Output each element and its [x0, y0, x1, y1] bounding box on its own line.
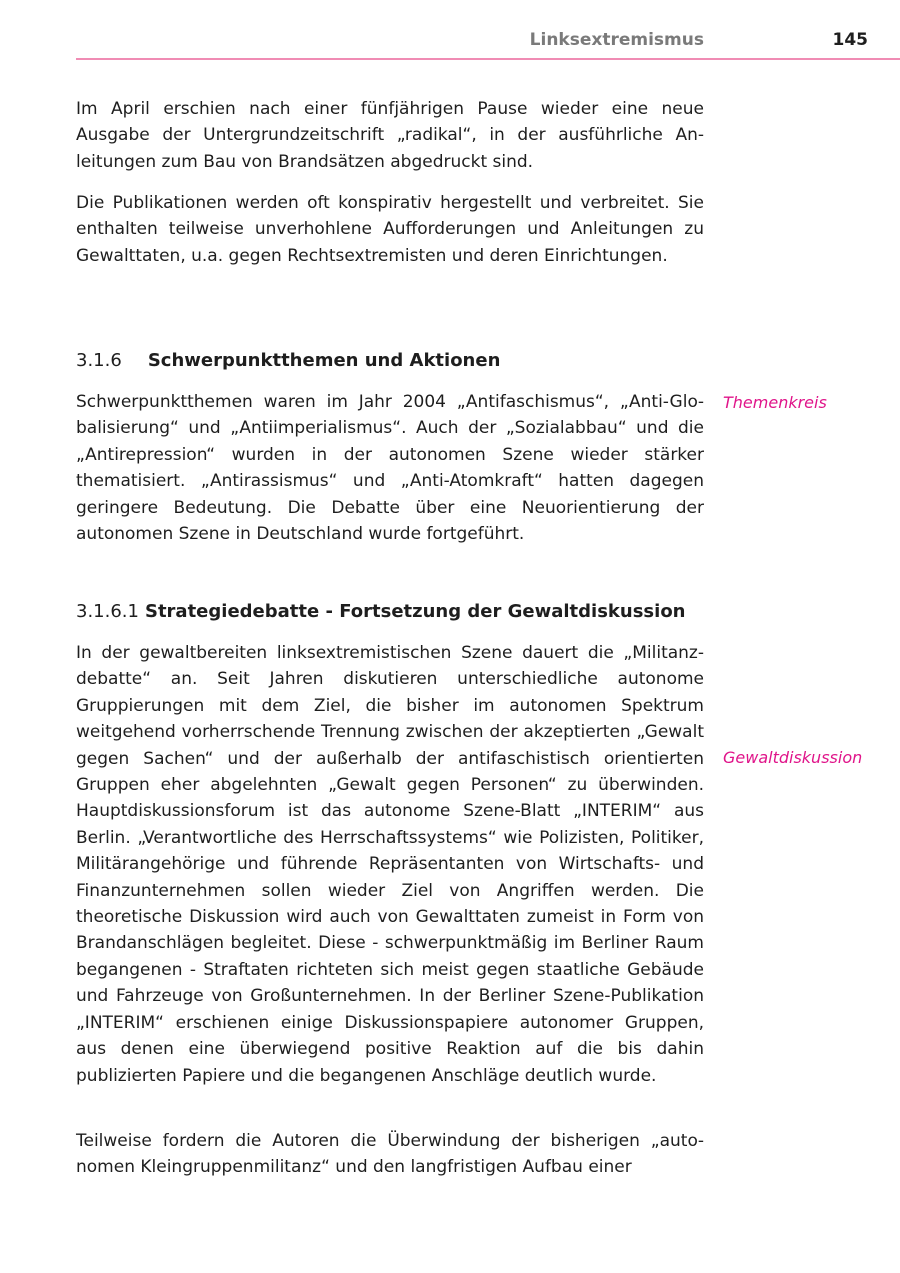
page-number: 145 [832, 30, 868, 50]
page-header [76, 28, 900, 60]
subsection-title: Strategiedebatte - Fortsetzung der Gewaltdiskussion [144, 601, 686, 622]
margin-note-themenkreis: Themenkreis [723, 393, 827, 412]
subsection-number: 3.1.6.1 [76, 601, 139, 622]
paragraph-publikationen: Die Publikationen werden oft konspirativ hergestellt und verbreitet. Sie enthalten teilweise unverhohlene Aufforderungen und Anleitungen zu Gewalttaten, u.a. gegen Rechtsextremisten und deren Einrichtungen. [76, 193, 704, 266]
section-number: 3.1.6 [76, 350, 122, 371]
margin-note-gewaltdiskussion: Gewaltdiskussion [723, 748, 863, 767]
paragraph-militanzdebatte: In der gewaltbereiten linksextremistischen Szene dauert die „Militanzdebatte“ an. Seit Jahren diskutieren unterschiedliche autonome Gruppierungen mit dem Ziel, die bisher im autonomen Spektrum weitgehend vorherrschende Trennung zwischen der akzeptierten „Gewalt gegen Sachen“ und der außerhalb der antifaschistisch orientierten Gruppen eher abgelehnten „Gewalt gegen Personen“ zu überwinden. Hauptdiskussionsforum ist das autonome Szene-Blatt „INTERIM“ aus Berlin. „Verantwortliche des Herrschaftssystems“ wie Polizisten, Politiker, Militärangehörige und führende Repräsentanten von Wirtschafts- und Finanzunternehmen sollen wieder Ziel von Angriffen werden. Die theoretische Diskussion wird auch von Gewalttaten zumeist in Form von Brandanschlägen begleitet. Diese - schwerpunktmäßig im Berliner Raum begangenen - Straftaten richteten sich meist gegen staatliche Gebäude und Fahrzeuge von Großunternehmen. In der Berliner Szene-Publikation „INTERIM“ erschienen einige Diskussionspapiere autonomer Gruppen, aus denen eine überwiegend positive Reaktion auf die bis dahin publizierten Papiere und die begangenen Anschläge deutlich wurde. [76, 643, 704, 1086]
section-title: Schwerpunktthemen und Aktionen [147, 350, 501, 371]
section-heading-3-1-6 [76, 349, 756, 373]
section-heading-3-1-6-1 [76, 600, 756, 624]
paragraph-kleingruppenmilitanz: Teilweise fordern die Autoren die Überwindung der bisherigen „autonomen Kleingruppenmilitanz“ und den langfristigen Aufbau einer [76, 1131, 704, 1178]
running-header-title: Linksextremismus [529, 30, 704, 50]
paragraph-radikal: Im April erschien nach einer fünfjährigen Pause wieder eine neue Ausgabe der Untergrundzeitschrift „radikal“, in der ausführliche Anleitungen zum Bau von Brandsätzen abgedruckt sind. [76, 99, 704, 172]
paragraph-schwerpunktthemen: Schwerpunktthemen waren im Jahr 2004 „Antifaschismus“, „Anti-Globalisierung“ und „Antiimperialismus“. Auch der „Sozialabbau“ und die „Antirepression“ wurden in der autonomen Szene wieder stärker thematisiert. „Antirassismus“ und „Anti-Atomkraft“ hatten dagegen geringere Bedeutung. Die Debatte über eine Neuorientierung der autonomen Szene in Deutschland wurde fortgeführt. [76, 392, 704, 545]
